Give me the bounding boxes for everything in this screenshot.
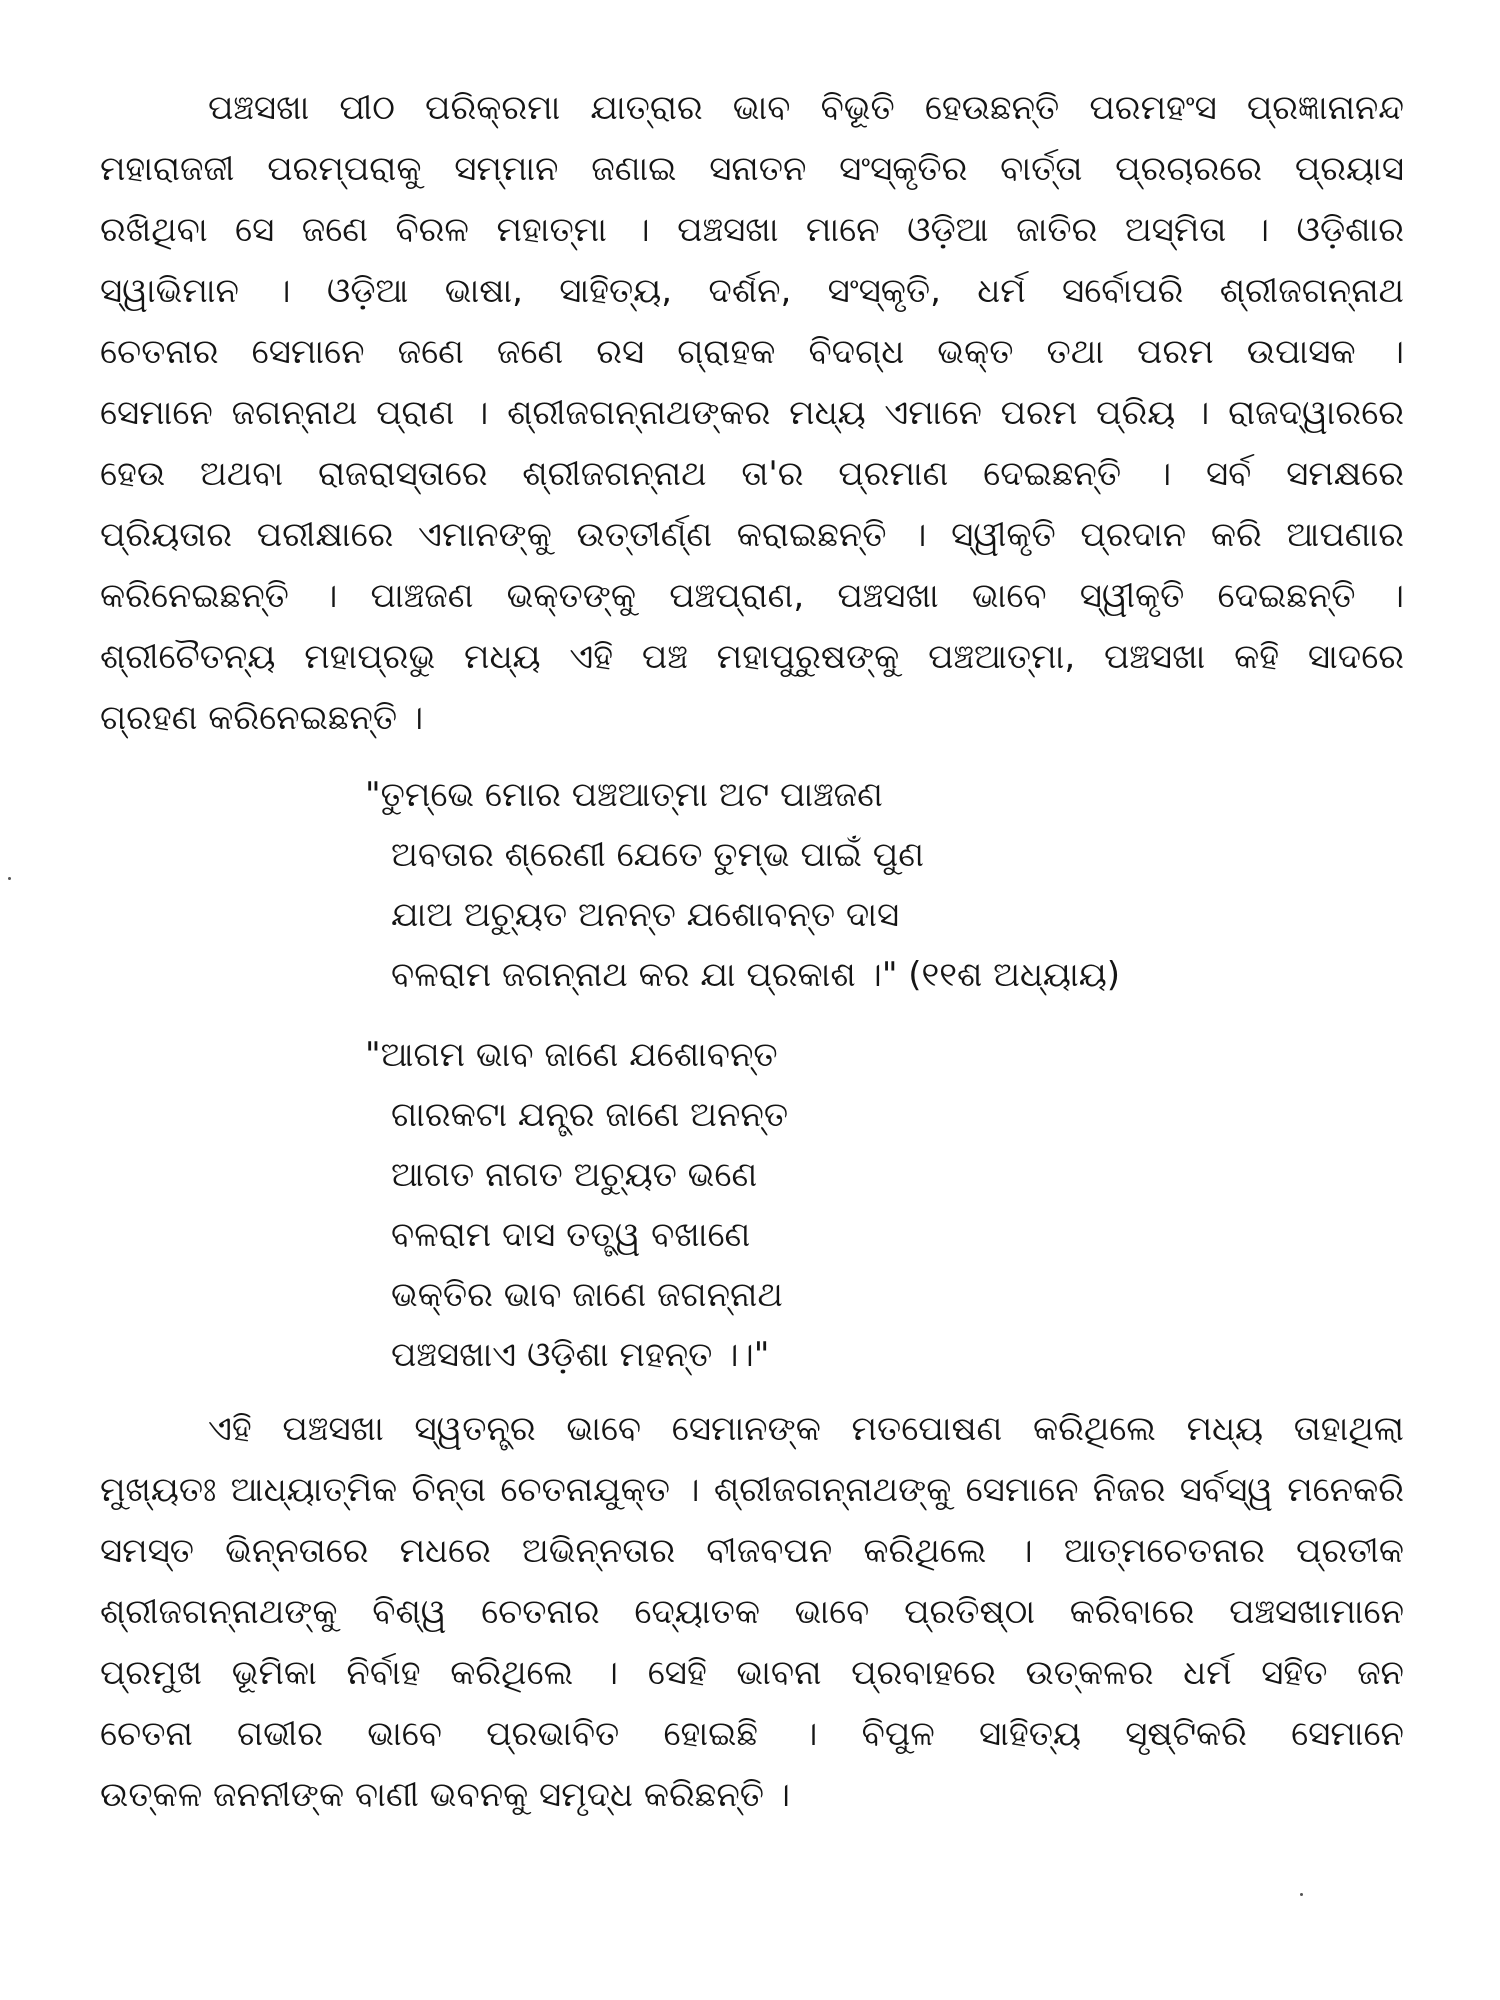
paragraph-line: ପ୍ରମୁଖ ଭୂମିକା ନିର୍ବାହ କରିଥିଲେ । ସେହି ଭାବନା ପ୍ରବାହରେ ଉତ୍କଳର ଧର୍ମ ସହିତ ଜନ (100, 1653, 1404, 1693)
verse-line: ଗାରକଟା ଯନ୍ତ୍ର ଜାଣେ ଅନନ୍ତ (391, 1095, 789, 1135)
verse-quote-2 (365, 1025, 1404, 1385)
paragraph-line: ମୁଖ୍ୟତଃ ଆଧ୍ୟାତ୍ମିକ ଚିନ୍ତା ଚେତନାଯୁକ୍ତ । ଶ୍ରୀଜଗନ୍ନାଥଙ୍କୁ ସେମାନେ ନିଜର ସର୍ବସ୍ୱ ମନେକରି (100, 1470, 1404, 1510)
paragraph-line: ମହାରାଜଜୀ ପରମ୍ପରାକୁ ସମ୍ମାନ ଜଣାଇ ସନାତନ ସଂସ୍କୃତିର ବାର୍ତ୍ତା ପ୍ରଚାରରେ ପ୍ରୟାସ (100, 149, 1404, 189)
paragraph-2 (100, 1399, 1404, 1826)
verse-line: "ଆଗମ ଭାବ ଜାଣେ ଯଶୋବନ୍ତ (365, 1035, 778, 1075)
verse-line: ପଞ୍ଚସଖାଏ ଓଡ଼ିଶା ମହନ୍ତ ।।" (391, 1335, 770, 1375)
paragraph-line: ସେମାନେ ଜଗନ୍ନାଥ ପ୍ରାଣ । ଶ୍ରୀଜଗନ୍ନାଥଙ୍କର ମଧ୍ୟ ଏମାନେ ପରମ ପ୍ରିୟ । ରାଜଦ୍ୱାରରେ (100, 393, 1404, 433)
paragraph-line: ରଖିଥିବା ସେ ଜଣେ ବିରଳ ମହାତ୍ମା । ପଞ୍ଚସଖା ମାନେ ଓଡ଼ିଆ ଜାତିର ଅସ୍ମିତା । ଓଡ଼ିଶାର (100, 210, 1404, 250)
paragraph-line: ଶ୍ରୀଚୈତନ୍ୟ ମହାପ୍ରଭୁ ମଧ୍ୟ ଏହି ପଞ୍ଚ ମହାପୁରୁଷଙ୍କୁ ପଞ୍ଚଆତ୍ମା, ପଞ୍ଚସଖା କହି ସାଦରେ (100, 637, 1404, 677)
verse-line: "ତୁମ୍ଭେ ମୋର ପଞ୍ଚଆତ୍ମା ଅଟ ପାଞ୍ଚଜଣ (365, 775, 883, 815)
scan-speck (8, 877, 11, 880)
scan-speck (1300, 1893, 1303, 1896)
paragraph-line: ଏହି ପଞ୍ଚସଖା ସ୍ୱତନ୍ତ୍ର ଭାବେ ସେମାନଙ୍କ ମତପୋଷଣ କରିଥିଲେ ମଧ୍ୟ ତାହାଥିଲା (208, 1409, 1404, 1449)
verse-quote-1 (365, 765, 1404, 1005)
paragraph-line: କରିନେଇଛନ୍ତି । ପାଞ୍ଚଜଣ ଭକ୍ତଙ୍କୁ ପଞ୍ଚପ୍ରାଣ, ପଞ୍ଚସଖା ଭାବେ ସ୍ୱୀକୃତି ଦେଇଛନ୍ତି । (100, 576, 1404, 616)
paragraph-line: ସ୍ୱାଭିମାନ । ଓଡ଼ିଆ ଭାଷା, ସାହିତ୍ୟ, ଦର୍ଶନ, ସଂସ୍କୃତି, ଧର୍ମ ସର୍ବୋପରି ଶ୍ରୀଜଗନ୍ନାଥ (100, 271, 1404, 311)
paragraph-line: ପ୍ରିୟତାର ପରୀକ୍ଷାରେ ଏମାନଙ୍କୁ ଉତ୍ତୀର୍ଣ୍ଣ କରାଇଛନ୍ତି । ସ୍ୱୀକୃତି ପ୍ରଦାନ କରି ଆପଣାର (100, 515, 1404, 555)
paragraph-line: ଚେତନା ଗଭୀର ଭାବେ ପ୍ରଭାବିତ ହୋଇଛି । ବିପୁଳ ସାହିତ୍ୟ ସୃଷ୍ଟିକରି ସେମାନେ (100, 1714, 1404, 1754)
paragraph-line: ଶ୍ରୀଜଗନ୍ନାଥଙ୍କୁ ବିଶ୍ୱ ଚେତନାର ଦ୍ୟୋତକ ଭାବେ ପ୍ରତିଷ୍ଠା କରିବାରେ ପଞ୍ଚସଖାମାନେ (100, 1592, 1404, 1632)
paragraph-line: ଚେତନାର ସେମାନେ ଜଣେ ଜଣେ ରସ ଗ୍ରାହକ ବିଦଗ୍ଧ ଭକ୍ତ ତଥା ପରମ ଉପାସକ । (100, 332, 1404, 372)
paragraph-line: ଉତ୍କଳ ଜନନୀଙ୍କ ବାଣୀ ଭବନକୁ ସମୃଦ୍ଧ କରିଛନ୍ତି । (100, 1775, 791, 1815)
paragraph-line: ସମସ୍ତ ଭିନ୍ନତାରେ ମଧରେ ଅଭିନ୍ନତାର ବୀଜବପନ କରିଥିଲେ । ଆତ୍ମଚେତନାର ପ୍ରତୀକ (100, 1531, 1404, 1571)
paragraph-line: ଗ୍ରହଣ କରିନେଇଛନ୍ତି । (100, 698, 424, 738)
verse-line: ଅବତାର ଶ୍ରେଣୀ ଯେତେ ତୁମ୍ଭ ପାଇଁ ପୁଣ (391, 835, 924, 875)
paragraph-line: ପଞ୍ଚସଖା ପୀଠ ପରିକ୍ରମା ଯାତ୍ରାର ଭାବ ବିଭୂତି ହେଉଛନ୍ତି ପରମହଂସ ପ୍ରଜ୍ଞାନାନନ୍ଦ (208, 88, 1404, 128)
verse-line: ବଳରାମ ଦାସ ତତ୍ତ୍ୱ ବଖାଣେ (391, 1215, 751, 1255)
verse-line: ବଳରାମ ଜଗନ୍ନାଥ କର ଯା ପ୍ରକାଶ ।" (୧୧ଶ ଅଧ୍ୟାୟ) (391, 955, 1121, 995)
verse-line: ଭକ୍ତିର ଭାବ ଜାଣେ ଜଗନ୍ନାଥ (391, 1275, 783, 1315)
paragraph-1 (100, 78, 1404, 749)
paragraph-line: ହେଉ ଅଥବା ରାଜରାସ୍ତାରେ ଶ୍ରୀଜଗନ୍ନାଥ ତା'ର ପ୍ରମାଣ ଦେଇଛନ୍ତି । ସର୍ବ ସମକ୍ଷରେ (100, 454, 1404, 494)
verse-line: ଯାଅ ଅଚ୍ୟୁତ ଅନନ୍ତ ଯଶୋବନ୍ତ ଦାସ (391, 895, 900, 935)
verse-line: ଆଗତ ନାଗତ ଅଚ୍ୟୁତ ଭଣେ (391, 1155, 758, 1195)
